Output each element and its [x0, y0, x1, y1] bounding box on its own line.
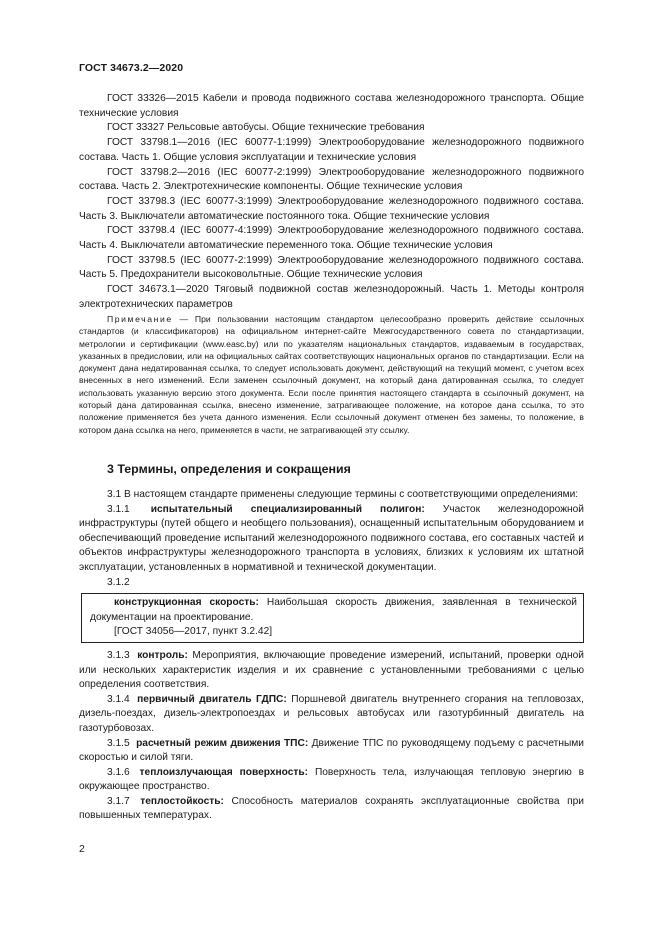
term: конструкционная скорость: [114, 597, 259, 609]
term: контроль: [137, 649, 188, 661]
reference-item: ГОСТ 33798.4 (IEC 60077-4:1999) Электрооборудование железнодорожного подвижного состава. Часть 4. Выключатели автоматические переменного тока. Общие технические условия [79, 225, 584, 252]
reference-item: ГОСТ 33798.5 (IEC 60077-2:1999) Электрооборудование железнодорожного подвижного состава. Часть 5. Предохранители высоковольтные. Общие технические условия [79, 254, 584, 281]
term: первичный двигатель ГДПС: [137, 693, 287, 705]
section-title: 3 Термины, определения и сокращения [107, 462, 351, 476]
term: испытательный специализированный полигон: [150, 503, 425, 515]
term: теплоизлучающая поверхность: [139, 766, 309, 778]
definition-3-1-4: 3.1.4 первичный двигатель ГДПС: Поршневой двигатель внутреннего сгорания на тепловозах, дизель-поездах, дизель-электропоездах и рельсовых автобусах или газотурбинный двигатель на газотурбовозах. [79, 693, 584, 734]
definition-text: Участок железнодорожной инфраструктуры (путей общего и необщего пользования), оснащенный испытательным оборудованием и обеспечивающий проведение испытаний железнодорожного подвижного состава, его составных частей и объектов инфраструктуры железнодорожного транспорта в условиях, близких к условиям их штатной эксплуатации, установленных в нормативной и технической документации. [79, 503, 584, 573]
document-header: ГОСТ 34673.2—2020 [79, 62, 184, 74]
term: расчетный режим движения ТПС: [136, 737, 309, 749]
reference-item: ГОСТ 33326—2015 Кабели и провода подвижного состава железнодорожного транспорта. Общие технические условия [79, 93, 584, 119]
definition-text: Движение ТПС по руководящему подъему с расчетными скоростью и силой тяги. [79, 737, 584, 764]
note-label: Примечание [107, 314, 173, 324]
definition-3-1-1: 3.1.1 испытательный специализированный полигон: Участок железнодорожной инфраструктуры (путей общего и необщего пользования), оснащенный испытательным оборудованием и обеспечивающий проведение испытаний железнодорожного подвижного состава, его составных частей и объектов инфраструктуры железнодорожного транспорта в условиях, близких к условиям их штатной эксплуатации, установленных в нормативной и технической документации. [79, 503, 584, 573]
term: теплостойкость: [140, 795, 224, 807]
page-number: 2 [79, 843, 85, 855]
definition-text: Поршневой двигатель внутреннего сгорания на тепловозах, дизель-поездах, дизель-электропоездах и рельсовых автобусах или газотурбинный двигатель на газотурбовозах. [79, 693, 584, 734]
reference-item: ГОСТ 33798.2—2016 (IEC 60077-2:1999) Электрооборудование железнодорожного подвижного состава. Часть 2. Электротехнические компоненты. Общие технические условия [79, 166, 584, 193]
note-text: — При пользовании настоящим стандартом целесообразно проверить действие ссылочных стандартов (и классификаторов) на официальном интернет-сайте Межгосударственного совета по стандартизации, метрологии и сертификации (www.easc.by) или по указателям национальных стандартов, издаваемым в государствах, указанных в предисловии, или на официальных сайтах соответствующих национальных органов по стандартизации. Если на документ дана недатированная ссылка, то следует использовать документ, действующий на текущий момент, с учетом всех внесенных в него изменений. Если заменен ссылочный документ, на который дана датированная ссылка, то следует использовать указанную версию этого документа. Если после принятия настоящего стандарта в ссылочный документ, на который дана датированная ссылка, внесено изменение, затрагивающее положение, на которое дана ссылка, то это положение применяется без учета данного изменения. Если ссылочный документ отменен без замены, то положение, в котором дана ссылка на него, применяется в части, не затрагивающей эту ссылку. [79, 314, 584, 435]
definition-3-1-2-box [81, 593, 584, 643]
normative-references [79, 92, 584, 313]
reference-note [79, 313, 584, 436]
definition-3-1-7: 3.1.7 теплостойкость: Способность материалов сохранять эксплуатационные свойства при повышенных температурах. [79, 795, 584, 822]
definition-source: [ГОСТ 34056—2017, пункт 3.2.42] [114, 626, 273, 638]
definition-3-1-5: 3.1.5 расчетный режим движения ТПС: Движение ТПС по руководящему подъему с расчетными скоростью и силой тяги. [79, 737, 584, 764]
definitions [79, 488, 584, 824]
reference-item: ГОСТ 33327 Рельсовые автобусы. Общие технические требования [107, 122, 425, 134]
definition-3-1-3: 3.1.3 контроль: Мероприятия, включающие проведение измерений, испытаний, проверки одной или нескольких характеристик изделия и их сравнение с установленными требованиями с целью определения соответствия. [79, 649, 584, 691]
reference-item: ГОСТ 33798.1—2016 (IEC 60077-1:1999) Электрооборудование железнодорожного подвижного состава. Часть 1. Общие условия эксплуатации и технические условия [79, 137, 584, 163]
definition-3-1-2-number: 3.1.2 [107, 576, 130, 588]
definition-3-1-2 [90, 596, 577, 625]
definition-text: Способность материалов сохранять эксплуатационные свойства при повышенных температурах. [79, 795, 584, 822]
definition-3-1-6: 3.1.6 теплоизлучающая поверхность: Поверхность тела, излучающая тепловую энергию в окружающее пространство. [79, 766, 585, 793]
definition-text: Наибольшая скорость движения, заявленная в технической документации на проектирование. [90, 597, 577, 623]
definition-text: Поверхность тела, излучающая тепловую энергию в окружающее пространство. [79, 766, 585, 793]
reference-item: ГОСТ 33798.3 (IEC 60077-3:1999) Электрооборудование железнодорожного подвижного состава. Часть 3. Выключатели автоматические постоянного тока. Общие технические условия [79, 195, 584, 222]
definitions-intro: 3.1 В настоящем стандарте применены следующие термины с соответствующими определениями: [107, 489, 579, 500]
definition-text: Мероприятия, включающие проведение измерений, испытаний, проверки одной или нескольких характеристик изделия и их сравнение с установленными требованиями с целью определения соответствия. [79, 649, 584, 691]
reference-item: ГОСТ 34673.1—2020 Тяговый подвижной состав железнодорожный. Часть 1. Методы контроля электротехнических параметров [79, 284, 584, 310]
